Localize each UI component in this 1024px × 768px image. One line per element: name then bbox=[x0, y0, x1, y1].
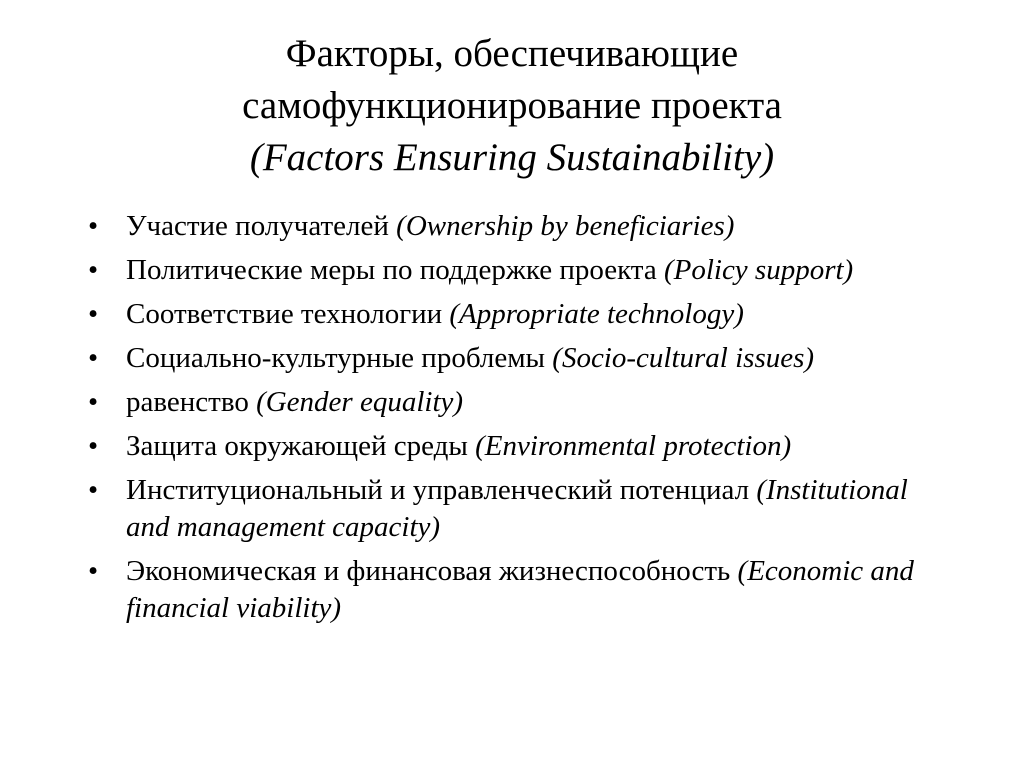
bullet-icon: • bbox=[88, 254, 99, 286]
list-item bbox=[88, 340, 928, 377]
item-text-ru: Соответствие технологии bbox=[126, 298, 443, 330]
item-text-ru: Социально-культурные проблемы bbox=[126, 342, 546, 374]
item-text-en: (Socio-cultural issues) bbox=[552, 342, 815, 374]
bullet-icon: • bbox=[88, 555, 99, 587]
bullet-icon: • bbox=[88, 298, 99, 330]
item-text-en: (Economic and financial viability) bbox=[126, 555, 914, 624]
item-text-en: (Policy support) bbox=[663, 254, 854, 286]
title-line-1: Факторы, обеспечивающие bbox=[285, 32, 739, 75]
list-item bbox=[88, 553, 928, 627]
list-item bbox=[88, 472, 928, 546]
list-item bbox=[88, 384, 928, 421]
list-item bbox=[88, 296, 928, 333]
item-text-ru: Институциональный и управленческий потенциал bbox=[126, 474, 750, 506]
item-text-en: (Ownership by beneficiaries) bbox=[396, 210, 735, 242]
title-line-3: (Factors Ensuring Sustainability) bbox=[249, 136, 775, 179]
title-line-2: самофункционирование проекта bbox=[242, 84, 782, 127]
item-text-ru: Политические меры по поддержке проекта bbox=[126, 254, 657, 286]
slide-title bbox=[60, 28, 964, 184]
list-item bbox=[88, 428, 928, 465]
item-text-en: (Institutional and management capacity) bbox=[126, 474, 908, 543]
bullet-icon: • bbox=[88, 210, 99, 242]
item-text-ru: равенство bbox=[126, 386, 249, 418]
bullet-icon: • bbox=[88, 342, 99, 374]
bullet-icon: • bbox=[88, 474, 99, 506]
bullet-list bbox=[88, 208, 928, 634]
list-item bbox=[88, 208, 928, 245]
item-text-ru: Участие получателей bbox=[126, 210, 389, 242]
list-item bbox=[88, 252, 928, 289]
item-text-ru: Экономическая и финансовая жизнеспособность bbox=[126, 555, 731, 587]
item-text-en: (Environmental protection) bbox=[475, 430, 792, 462]
bullet-icon: • bbox=[88, 430, 99, 462]
item-text-ru: Защита окружающей среды bbox=[126, 430, 468, 462]
bullet-icon: • bbox=[88, 386, 99, 418]
item-text-en: (Appropriate technology) bbox=[449, 298, 744, 330]
item-text-en: (Gender equality) bbox=[256, 386, 464, 418]
